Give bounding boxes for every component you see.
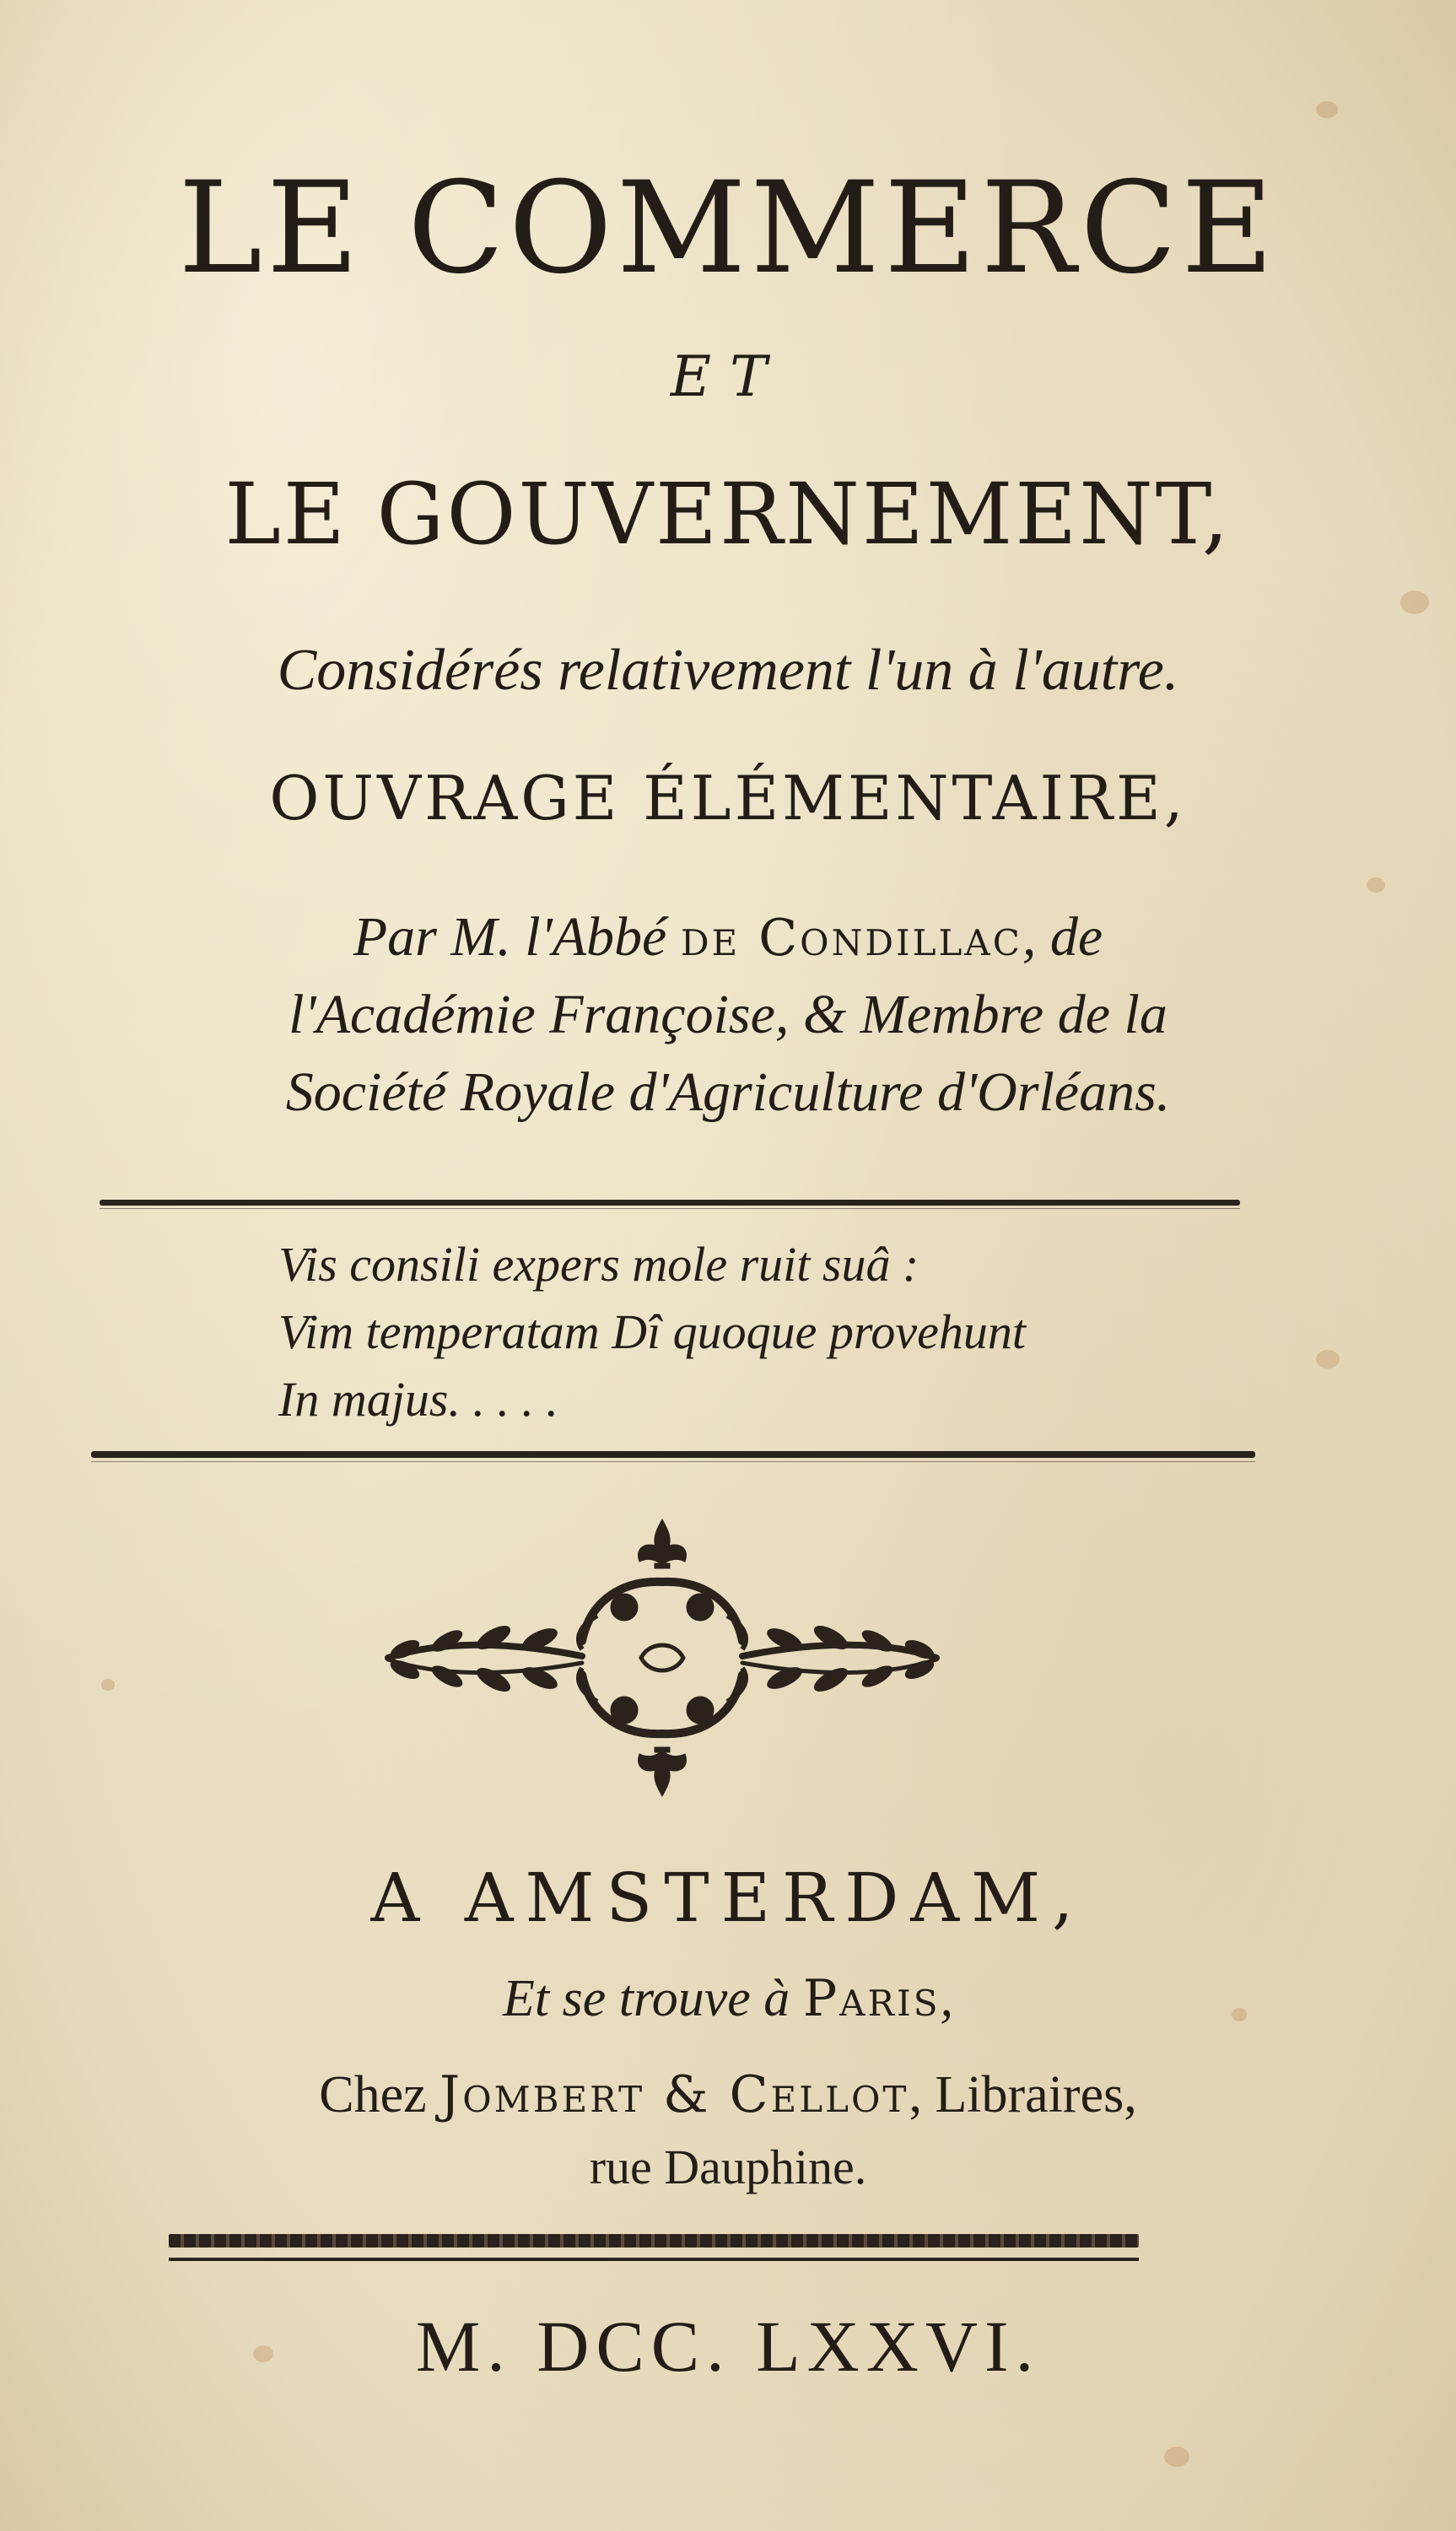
main-title-line-1: LE COMMERCE	[178, 155, 1278, 302]
rule-lower	[169, 2234, 1139, 2248]
title-conjunction: ET	[670, 344, 786, 409]
rule-upper-hairline	[100, 1208, 1240, 1209]
rule-lower-hairline	[169, 2258, 1139, 2261]
imprint-publisher-prefix: Chez	[319, 2066, 440, 2124]
rule-middle-hairline	[91, 1461, 1255, 1462]
rule-upper	[100, 1200, 1240, 1206]
rule-middle	[91, 1451, 1255, 1458]
author-prefix: Par M. l'Abbé	[353, 906, 681, 968]
epigraph-line-1: Vis consili expers mole ruit suâ :	[278, 1237, 919, 1292]
imprint-sold-at-city: Paris	[802, 1969, 941, 2028]
imprint-sold-at	[0, 1969, 1456, 2028]
author-line-3: Société Royale d'Agriculture d'Orléans.	[285, 1061, 1171, 1123]
foxing-spot	[1316, 1350, 1340, 1368]
publication-date: M. DCC. LXXVI.	[415, 2306, 1041, 2387]
foxing-spot	[1400, 591, 1429, 614]
subtitle: Considérés relativement l'un à l'autre.	[277, 638, 1179, 703]
genre-line: OUVRAGE ÉLÉMENTAIRE,	[269, 763, 1187, 834]
imprint-sold-at-prefix: Et se trouve à	[502, 1970, 803, 2027]
imprint-street: rue Dauphine.	[589, 2140, 867, 2194]
author-name: de Condillac	[680, 909, 1022, 968]
foxing-spot	[101, 1679, 115, 1691]
author-line1-suffix: , de	[1022, 906, 1103, 968]
author-line-2: l'Académie Françoise, & Membre de la	[289, 984, 1167, 1045]
epigraph-line-2: Vim temperatam Dî quoque provehunt	[278, 1304, 1026, 1359]
epigraph-line-3: In majus. . . . .	[278, 1372, 558, 1427]
foxing-spot	[1367, 877, 1385, 893]
main-title-line-2: LE GOUVERNEMENT,	[224, 465, 1232, 564]
imprint-sold-at-suffix: ,	[940, 1970, 954, 2027]
imprint-city: A AMSTERDAM,	[370, 1859, 1086, 1937]
foxing-spot	[1316, 101, 1338, 118]
foxing-spot	[1164, 2447, 1189, 2467]
author-line-1	[0, 906, 1456, 968]
fleuron-ornament-icon	[371, 1514, 953, 1801]
imprint-publisher-suffix: , Libraires,	[909, 2066, 1137, 2124]
imprint-publisher-names: Jombert & Cellot	[439, 2065, 909, 2124]
imprint-publisher	[0, 2065, 1456, 2124]
